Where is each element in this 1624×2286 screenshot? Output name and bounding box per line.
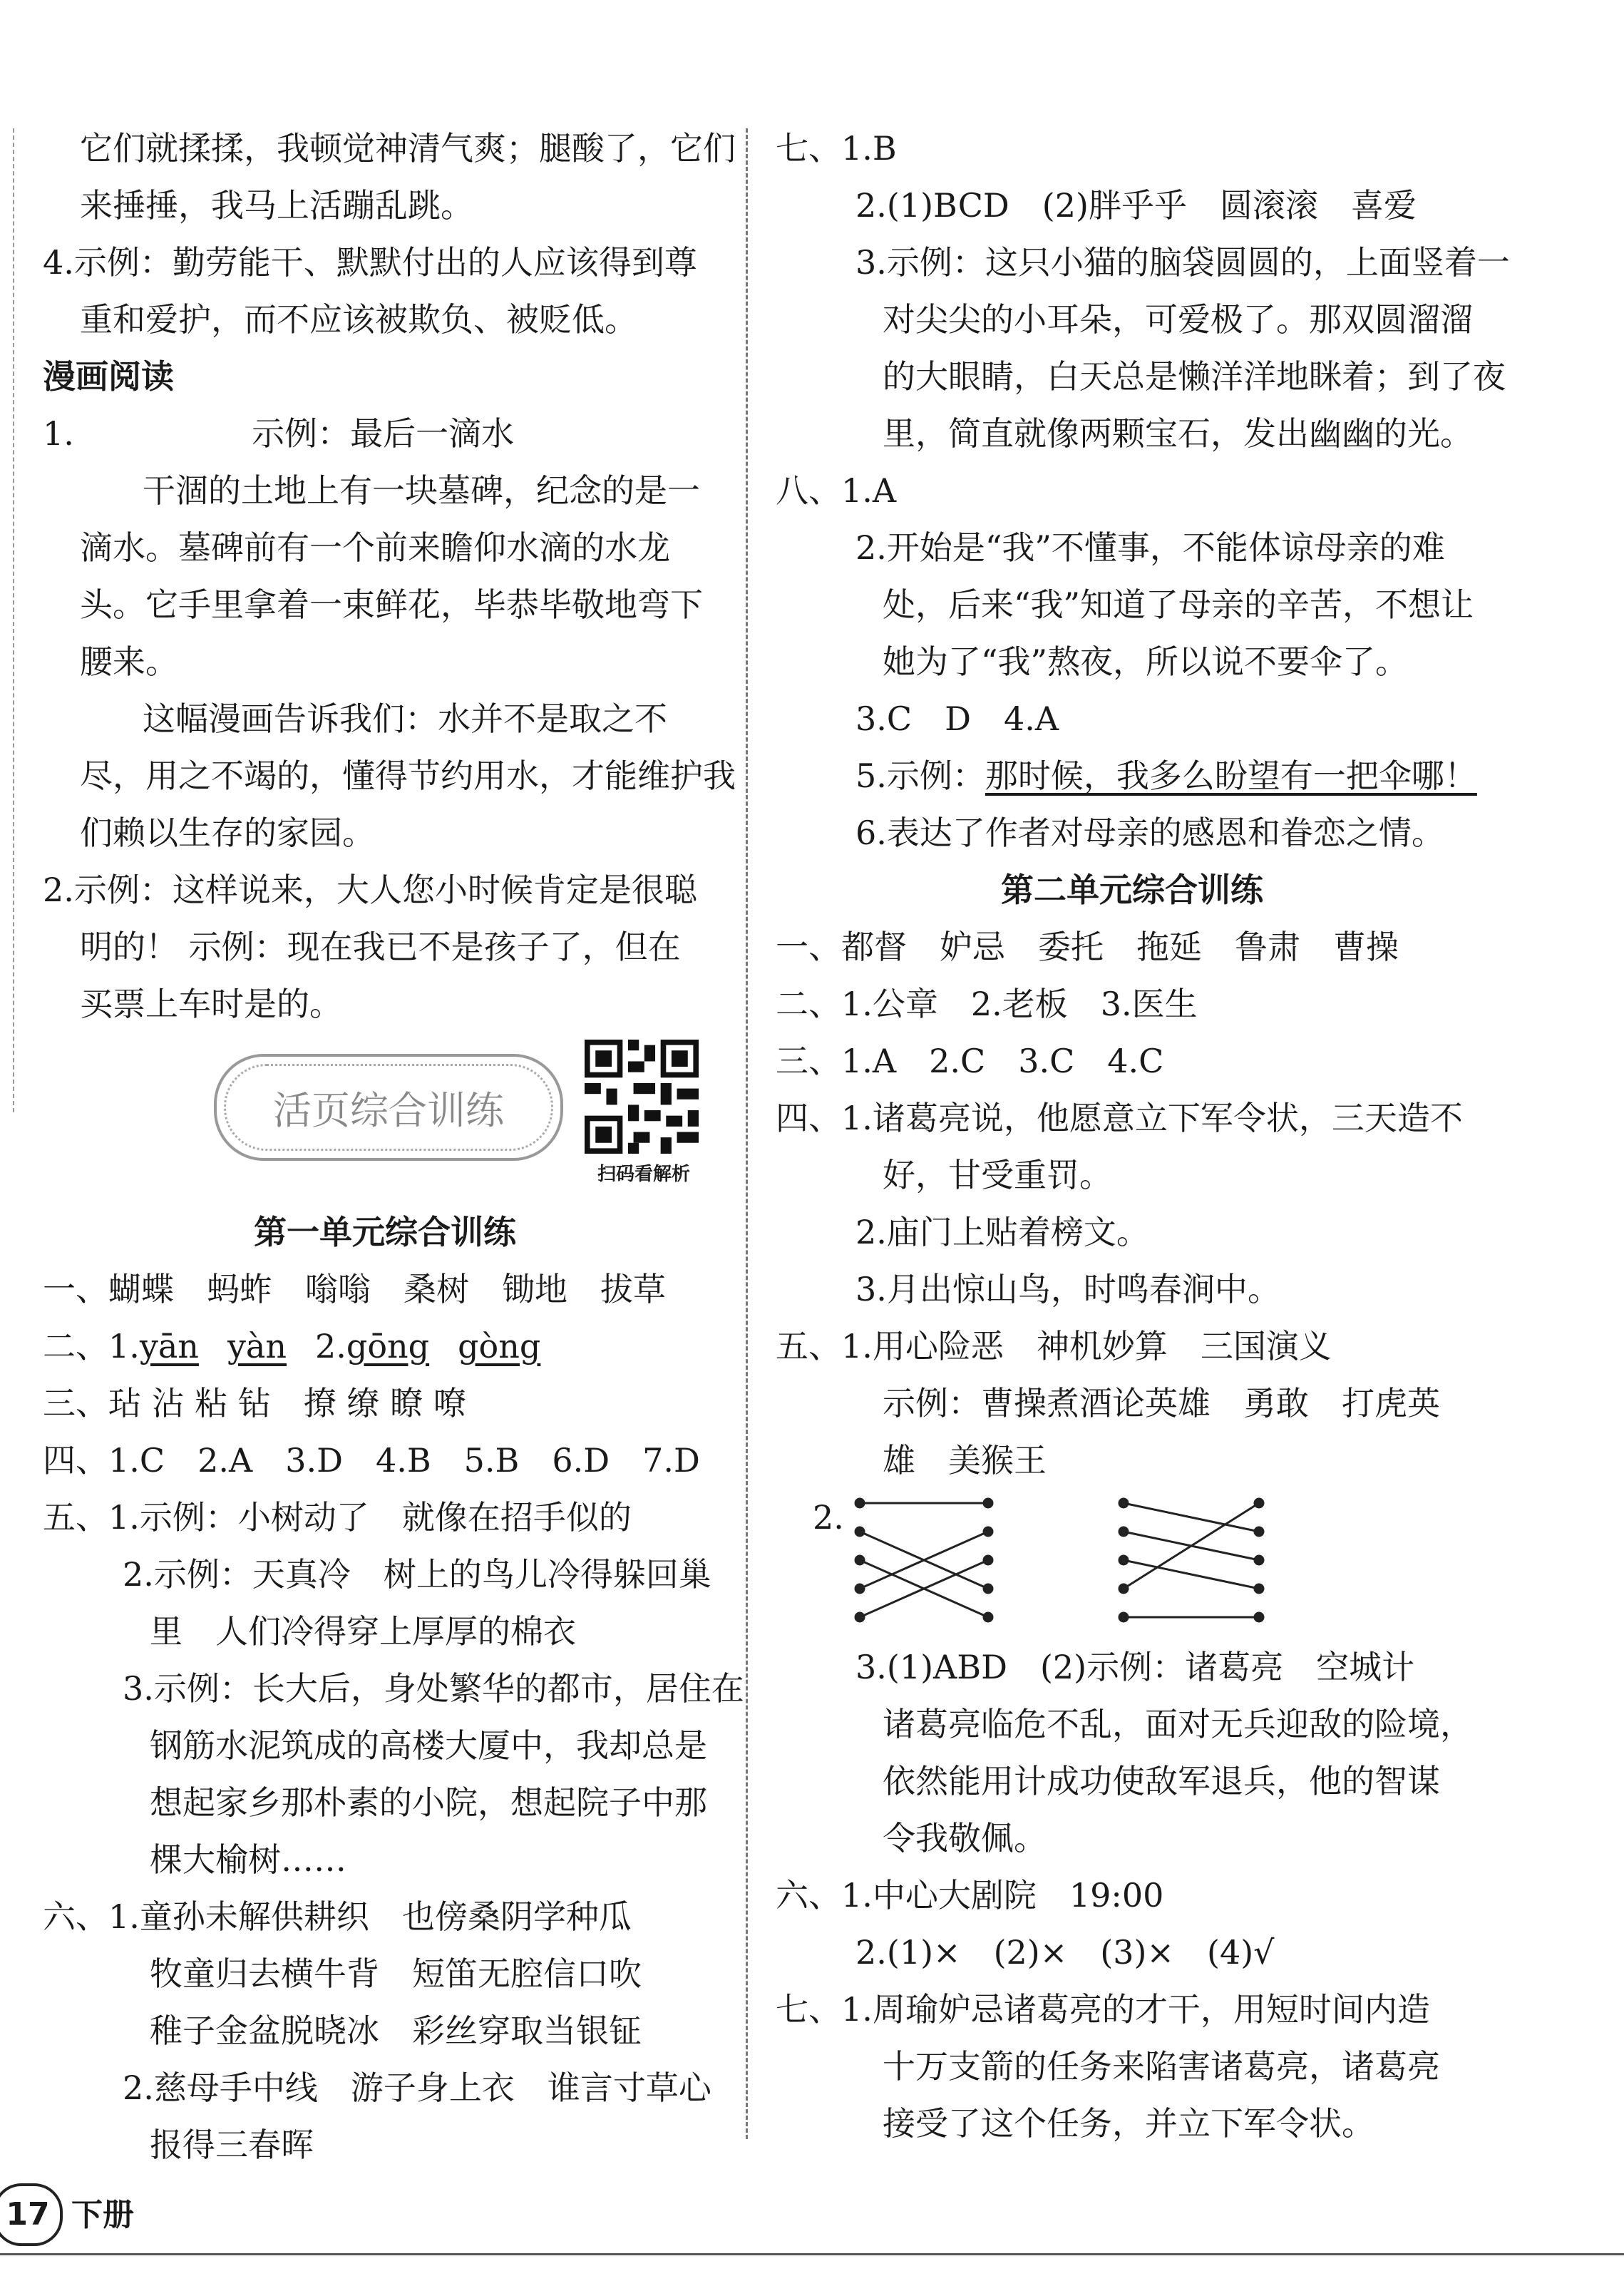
answer-line: 头。它手里拿着一束鲜花，毕恭毕敬地弯下 [80, 585, 703, 624]
answer-line: 六、1.中心大剧院 19:00 [776, 1876, 1164, 1915]
qr-code-icon[interactable] [585, 1040, 699, 1154]
answer-line: 买票上车时是的。 [80, 985, 342, 1023]
answer-line: 尽，用之不竭的，懂得节约用水，才能维护我 [80, 757, 736, 795]
answer-line: 雄 美猴王 [883, 1441, 1047, 1480]
page-number: 17 [0, 2183, 63, 2246]
answer-prefix: 2. [314, 1327, 346, 1365]
answer-line: 稚子金盆脱晓冰 彩丝穿取当银钲 [150, 2011, 642, 2050]
answer-line: 3.(1)ABD (2)示例：诸葛亮 空城计 [855, 1648, 1415, 1686]
answer-line: 三、玷 沾 粘 钻 撩 缭 瞭 嘹 [43, 1384, 466, 1423]
answer-line-pinyin [43, 1318, 727, 1375]
answer-prefix: 二、1. [43, 1327, 140, 1365]
answer-line: 七、1.周瑜妒忌诸葛亮的才干，用短时间内造 [776, 1990, 1430, 2029]
pinyin-answer: yàn [227, 1327, 287, 1365]
answer-line: 一、蝴蝶 蚂蚱 嗡嗡 桑树 锄地 拔草 [43, 1270, 666, 1308]
matching-lines-diagram [838, 1489, 1337, 1631]
answer-line: 令我敬佩。 [883, 1819, 1047, 1857]
answer-line: 五、1.示例：小树动了 就像在招手似的 [43, 1498, 632, 1537]
page-footer [0, 2175, 285, 2253]
answer-line: 四、1.C 2.A 3.D 4.B 5.B 6.D 7.D [43, 1441, 700, 1480]
answer-line: 依然能用计成功使敌军退兵，他的智谋 [883, 1762, 1440, 1800]
answer-line: 示例：曹操煮酒论英雄 勇敢 打虎英 [883, 1384, 1440, 1423]
answer-line: 2.(1)BCD (2)胖乎乎 圆滚滚 喜爱 [855, 186, 1417, 225]
pinyin-answer: gòng [458, 1327, 541, 1365]
bottom-rule [0, 2253, 1624, 2255]
margin-rule [13, 128, 14, 1112]
answer-line: 接受了这个任务，并立下军令状。 [883, 2104, 1374, 2143]
answer-line: 七、1.B [776, 129, 897, 168]
answer-line: 处，后来“我”知道了母亲的辛苦，不想让 [883, 585, 1474, 624]
unit2-title: 第二单元综合训练 [1001, 871, 1263, 909]
answer-line: 报得三春晖 [150, 2126, 314, 2164]
unit1-title: 第一单元综合训练 [254, 1213, 516, 1251]
answer-line: 3.月出惊山鸟，时鸣春涧中。 [855, 1270, 1280, 1308]
answer-line: 2.开始是“我”不懂事，不能体谅母亲的难 [855, 528, 1445, 567]
answer-line: 里，简直就像两颗宝石，发出幽幽的光。 [883, 414, 1473, 453]
section-heading-comic: 漫画阅读 [43, 357, 174, 396]
answer-line [776, 747, 1489, 804]
answer-line: 牧童归去横牛背 短笛无腔信口吹 [150, 1954, 642, 1993]
left-column [43, 120, 744, 2173]
answer-line: 四、1.诸葛亮说，他愿意立下军令状，三天造不 [776, 1099, 1463, 1137]
answer-line: 三、1.A 2.C 3.C 4.C [776, 1042, 1164, 1080]
answer-line: 六、1.童孙未解供耕织 也傍桑阴学种瓜 [43, 1897, 632, 1936]
question-number: 2. [813, 1498, 844, 1537]
answer-line: 3.示例：长大后，身处繁华的都市，居住在 [123, 1669, 744, 1708]
answer-line: 2.示例：这样说来，大人您小时候肯定是很聪 [43, 871, 697, 909]
answer-line: 诸葛亮临危不乱，面对无兵迎敌的险境， [883, 1705, 1473, 1743]
answer-line: 2.慈母手中线 游子身上衣 谁言寸草心 [123, 2069, 711, 2107]
answer-prefix: 5.示例： [855, 757, 985, 795]
answer-line: 3.C D 4.A [855, 699, 1059, 738]
answer-line: 一、都督 妒忌 委托 拖延 鲁肃 曹操 [776, 928, 1399, 966]
answer-line: 4.示例：勤劳能干、默默付出的人应该得到尊 [43, 243, 697, 282]
banner-label: 活页综合训练 [273, 1087, 504, 1133]
answer-line: 的大眼睛，白天总是懒洋洋地眯着；到了夜 [883, 357, 1506, 396]
answer-line: 想起家乡那朴素的小院，想起院子中那 [150, 1783, 707, 1822]
answer-line: 这幅漫画告诉我们：水并不是取之不 [143, 699, 667, 738]
matching-diagram-row [776, 1489, 1489, 1639]
answer-line: 她为了“我”熬夜，所以说不要伞了。 [883, 642, 1409, 681]
answer-line: 2.示例：天真冷 树上的鸟儿冷得躲回巢 [123, 1555, 711, 1594]
answer-line: 腰来。 [80, 642, 178, 681]
section-banner [214, 1054, 563, 1161]
answer-line: 明的！ 示例：现在我已不是孩子了，但在 [80, 928, 681, 966]
question-number: 1. [43, 414, 74, 453]
answer-line: 滴水。墓碑前有一个前来瞻仰水滴的水龙 [80, 528, 670, 567]
answer-line: 6.表达了作者对母亲的感恩和眷恋之情。 [855, 814, 1444, 852]
qr-label: 扫码看解析 [597, 1164, 690, 1185]
answer-line: 里 人们冷得穿上厚厚的棉衣 [150, 1612, 576, 1651]
comic-answer-title-line [43, 405, 727, 462]
answer-line: 好，甘受重罚。 [883, 1156, 1112, 1194]
right-column [776, 120, 1510, 2152]
answer-line: 十万支箭的任务来陷害诸葛亮，诸葛亮 [883, 2047, 1440, 2086]
underlined-answer: 那时候，我多么盼望有一把伞哪！ [985, 757, 1477, 795]
answer-line: 钢筋水泥筑成的高楼大厦中，我却总是 [150, 1726, 707, 1765]
answer-line: 3.示例：这只小猫的脑袋圆圆的，上面竖着一 [855, 243, 1510, 282]
answer-line: 重和爱护，而不应该被欺负、被贬低。 [80, 300, 637, 339]
comic-title: 示例：最后一滴水 [252, 414, 515, 453]
pinyin-answer: yān [139, 1327, 199, 1365]
answer-line: 棵大榆树…… [150, 1840, 346, 1879]
answer-line: 2.庙门上贴着榜文。 [855, 1213, 1149, 1251]
answer-line: 干涸的土地上有一块墓碑，纪念的是一 [143, 471, 700, 510]
answer-line: 们赖以生存的家园。 [80, 814, 375, 852]
answer-line: 对尖尖的小耳朵，可爱极了。那双圆溜溜 [883, 300, 1473, 339]
answer-line: 五、1.用心险恶 神机妙算 三国演义 [776, 1327, 1332, 1365]
banner-row [43, 1032, 727, 1204]
answer-line: 它们就揉揉，我顿觉神清气爽；腿酸了，它们 [80, 129, 736, 168]
answer-line: 二、1.公章 2.老板 3.医生 [776, 985, 1198, 1023]
answer-line: 2.(1)× (2)× (3)× (4)√ [855, 1933, 1275, 1972]
answer-line: 八、1.A [776, 471, 897, 510]
answer-line: 来捶捶，我马上活蹦乱跳。 [80, 186, 473, 225]
column-divider [746, 128, 748, 2139]
volume-label: 下册 [71, 2197, 134, 2233]
pinyin-answer: gōng [346, 1327, 430, 1365]
